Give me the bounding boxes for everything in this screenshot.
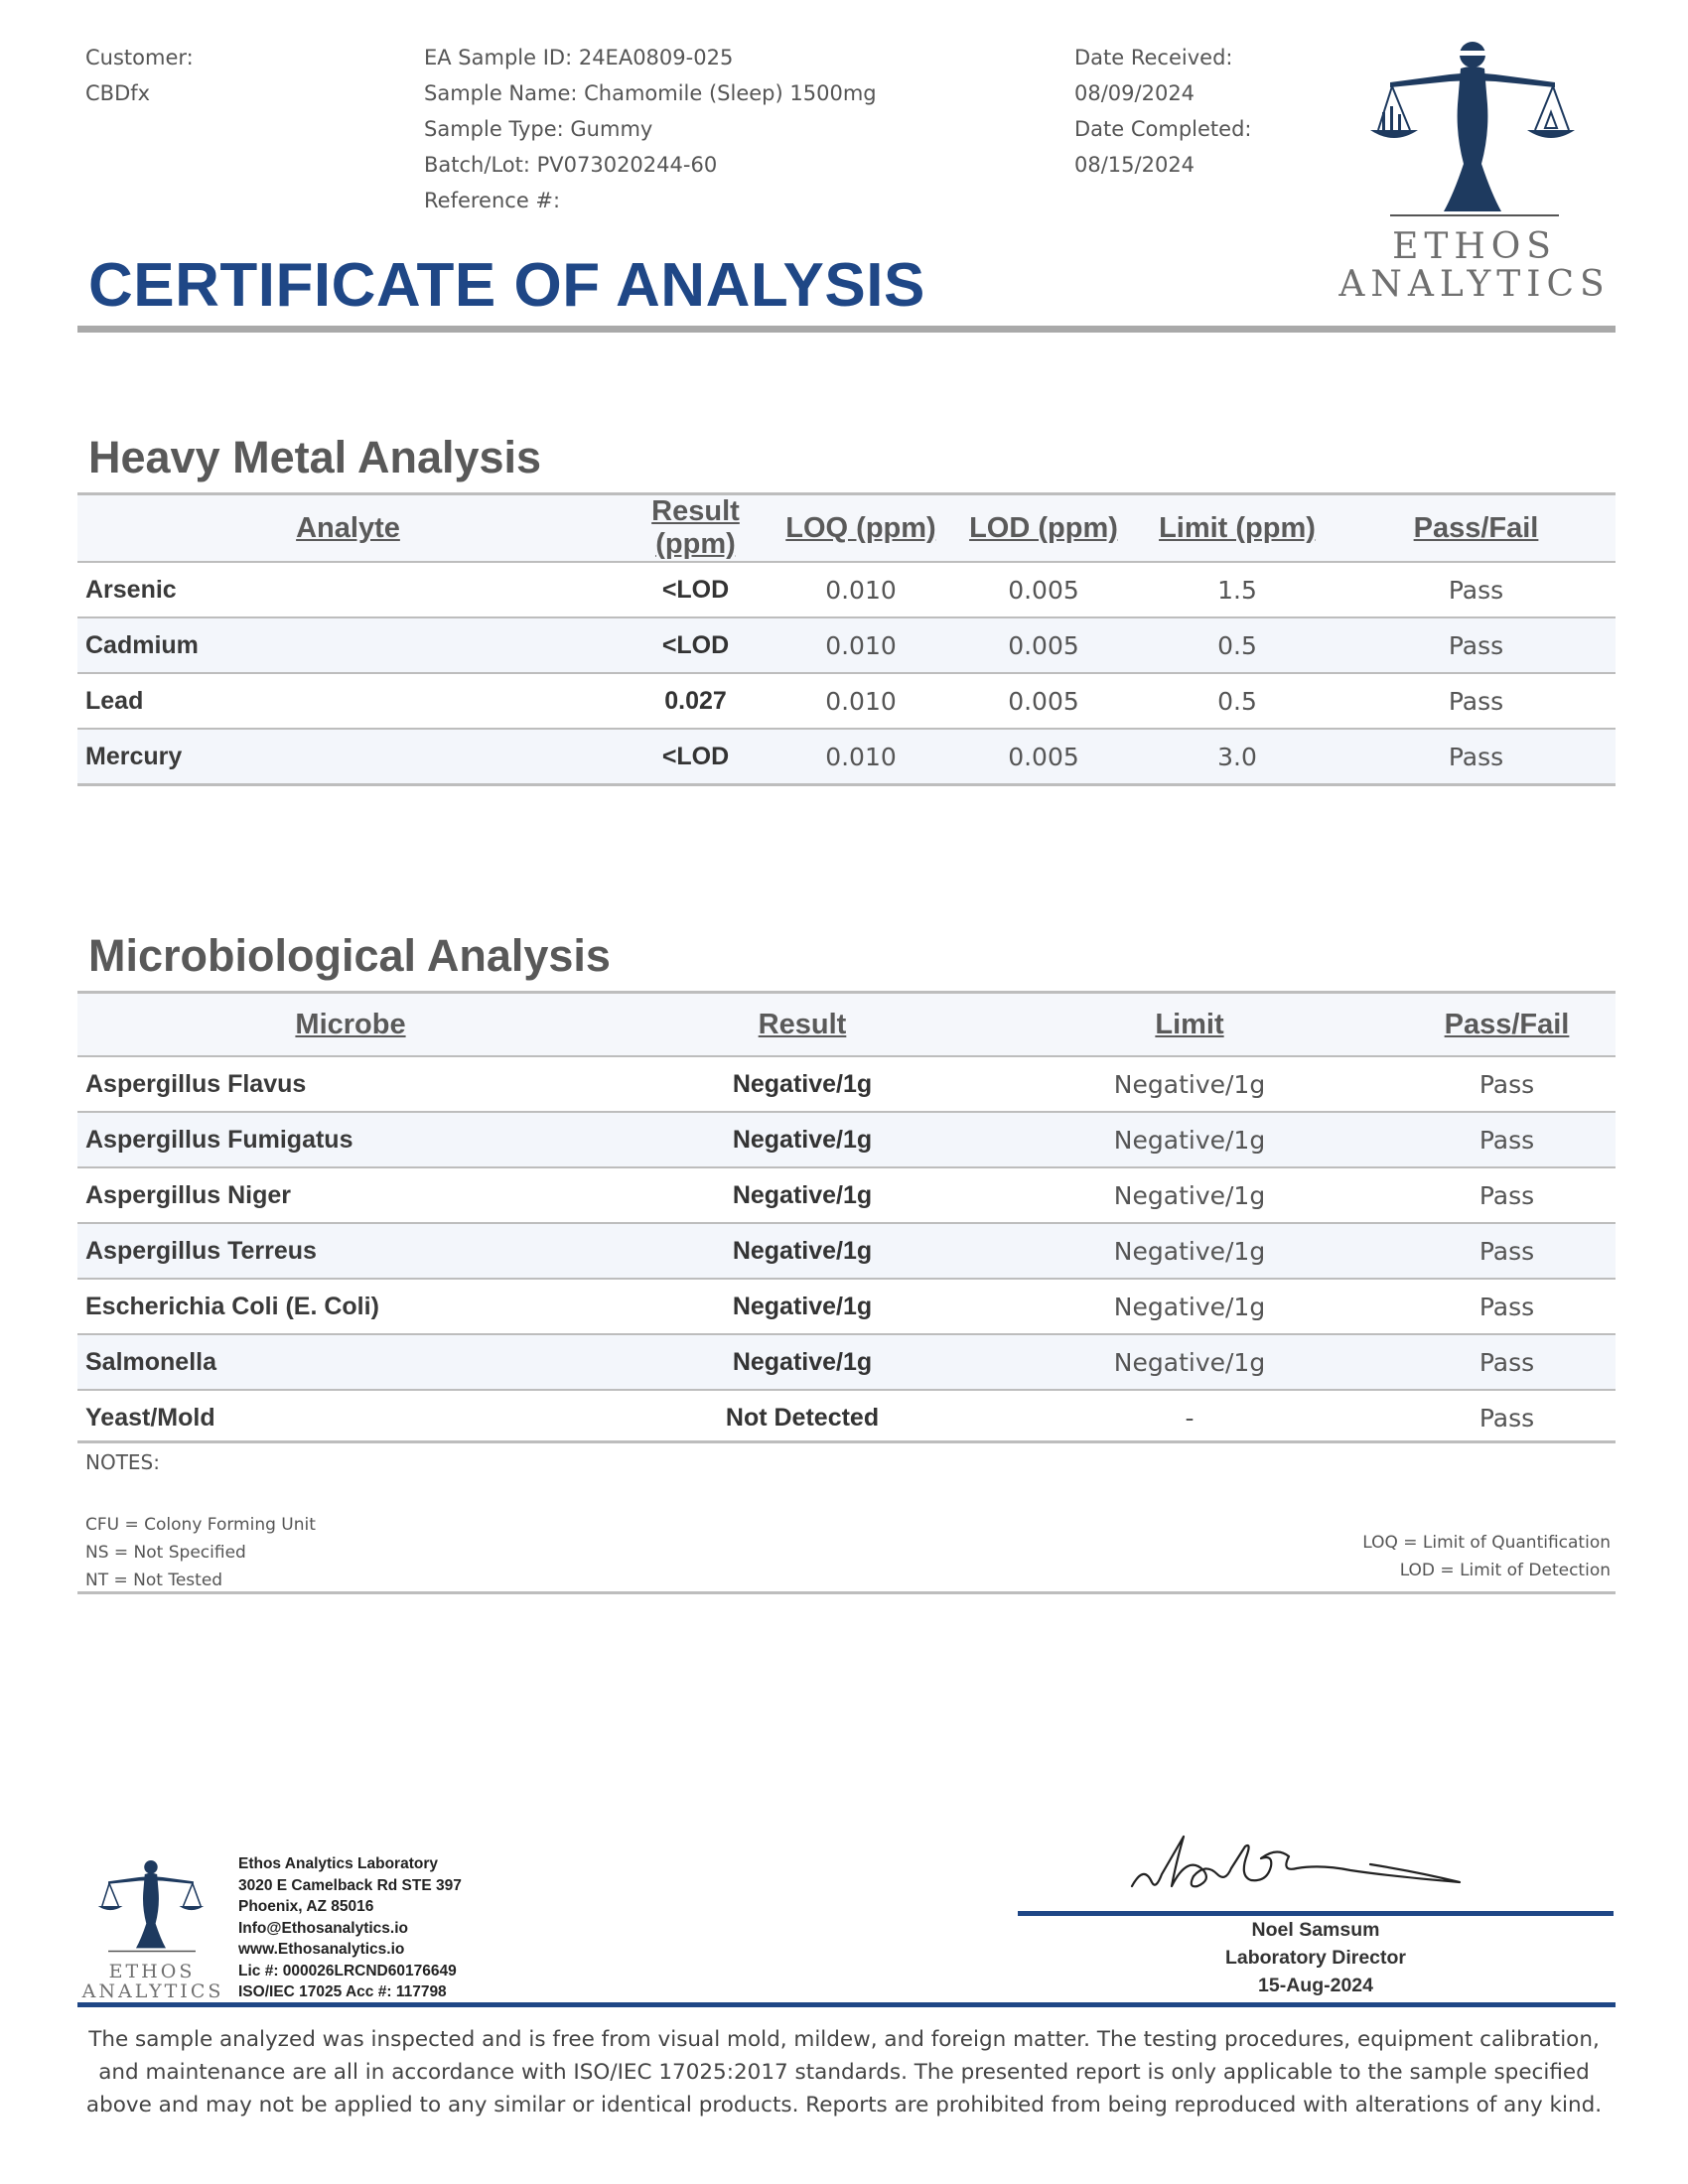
table-row	[77, 1334, 1616, 1390]
lab-email: Info@Ethosanalytics.io	[238, 1919, 408, 1937]
limit-value: Negative/1g	[981, 1223, 1398, 1279]
reference: Reference #:	[424, 189, 561, 212]
customer-value: CBDfx	[85, 81, 151, 105]
col-analyte: Analyte	[77, 494, 619, 563]
col-result: Result	[624, 993, 981, 1057]
notes-label: NOTES:	[85, 1450, 160, 1474]
justice-statue-icon	[1331, 35, 1618, 223]
table-header-row	[77, 993, 1616, 1057]
lab-name: Ethos Analytics Laboratory	[238, 1855, 438, 1872]
footer-logo-line2: ANALYTICS	[81, 1980, 224, 2002]
customer-label: Customer:	[85, 46, 194, 69]
dates-block	[1074, 40, 1251, 183]
status-value: Pass	[1398, 1112, 1616, 1167]
lab-license: Lic #: 000026LRCND60176649	[238, 1962, 457, 1979]
result-value: Negative/1g	[624, 1334, 981, 1390]
date-received-value: 08/09/2024	[1074, 81, 1196, 105]
signed-date: 15-Aug-2024	[1258, 1975, 1373, 1996]
status-value: Pass	[1398, 1167, 1616, 1223]
table-row	[77, 1112, 1616, 1167]
microbiology-table	[77, 991, 1616, 1444]
table-row	[77, 729, 1616, 785]
limit-value: -	[981, 1390, 1398, 1444]
status-value: Pass	[1336, 617, 1616, 673]
microbe-name: Yeast/Mold	[77, 1390, 624, 1444]
result-value: <LOD	[619, 729, 773, 785]
col-lod: LOD (ppm)	[949, 494, 1138, 563]
sample-id: EA Sample ID: 24EA0809-025	[424, 46, 734, 69]
status-value: Pass	[1398, 1334, 1616, 1390]
sample-name: Sample Name: Chamomile (Sleep) 1500mg	[424, 81, 877, 105]
limit-value: 0.5	[1138, 673, 1336, 729]
footer-logo	[77, 1848, 226, 2007]
sample-info-block	[424, 40, 877, 218]
date-completed-value: 08/15/2024	[1074, 153, 1196, 177]
result-value: <LOD	[619, 617, 773, 673]
table-header-row	[77, 494, 1616, 563]
result-value: Negative/1g	[624, 1056, 981, 1112]
result-value: Not Detected	[624, 1390, 981, 1444]
limit-value: Negative/1g	[981, 1279, 1398, 1334]
page-title: CERTIFICATE OF ANALYSIS	[88, 251, 925, 320]
note-ns: NS = Not Specified	[85, 1543, 246, 1563]
lab-address-2: Phoenix, AZ 85016	[238, 1898, 374, 1915]
ethos-logo	[1331, 35, 1618, 313]
loq-value: 0.010	[773, 562, 949, 617]
result-value: Negative/1g	[624, 1223, 981, 1279]
analyte-name: Arsenic	[77, 562, 619, 617]
table-row	[77, 1390, 1616, 1444]
col-limit: Limit (ppm)	[1138, 494, 1336, 563]
table-row	[77, 1223, 1616, 1279]
microbe-name: Escherichia Coli (E. Coli)	[77, 1279, 624, 1334]
footer-logo-line1: ETHOS	[108, 1961, 196, 1982]
signer-name: Noel Samsum	[1251, 1919, 1380, 1941]
signer-title: Laboratory Director	[1224, 1947, 1407, 1969]
table-row	[77, 1167, 1616, 1223]
col-loq: LOQ (ppm)	[773, 494, 949, 563]
lab-contact-block	[238, 1853, 462, 2003]
notes-right	[1291, 1529, 1611, 1584]
signature-image	[1122, 1825, 1479, 1904]
signer-block	[1018, 1916, 1614, 1999]
notes-left	[85, 1511, 316, 1594]
analyte-name: Lead	[77, 673, 619, 729]
status-value: Pass	[1336, 673, 1616, 729]
table-row	[77, 673, 1616, 729]
notes-top-divider	[77, 1440, 1616, 1443]
logo-wordmark-line1: ETHOS	[1392, 226, 1557, 267]
result-value: Negative/1g	[624, 1112, 981, 1167]
microbe-name: Aspergillus Flavus	[77, 1056, 624, 1112]
table-row	[77, 1279, 1616, 1334]
table-row	[77, 562, 1616, 617]
loq-value: 0.010	[773, 673, 949, 729]
result-value: 0.027	[619, 673, 773, 729]
microbe-name: Aspergillus Terreus	[77, 1223, 624, 1279]
heavy-metal-section-title: Heavy Metal Analysis	[88, 432, 542, 482]
analyte-name: Cadmium	[77, 617, 619, 673]
result-value: Negative/1g	[624, 1167, 981, 1223]
footer-divider	[77, 2002, 1616, 2007]
status-value: Pass	[1398, 1279, 1616, 1334]
col-pass-fail: Pass/Fail	[1398, 993, 1616, 1057]
microbe-name: Aspergillus Fumigatus	[77, 1112, 624, 1167]
limit-value: Negative/1g	[981, 1112, 1398, 1167]
lod-value: 0.005	[949, 729, 1138, 785]
lab-address-1: 3020 E Camelback Rd STE 397	[238, 1876, 462, 1894]
limit-value: Negative/1g	[981, 1056, 1398, 1112]
analyte-name: Mercury	[77, 729, 619, 785]
heavy-metal-table	[77, 492, 1616, 786]
col-limit: Limit	[981, 993, 1398, 1057]
status-value: Pass	[1398, 1223, 1616, 1279]
col-pass-fail: Pass/Fail	[1336, 494, 1616, 563]
lab-iso: ISO/IEC 17025 Acc #: 117798	[238, 1983, 447, 2000]
limit-value: 1.5	[1138, 562, 1336, 617]
notes-bottom-divider	[77, 1591, 1616, 1594]
lab-website: www.Ethosanalytics.io	[238, 1941, 405, 1958]
col-microbe: Microbe	[77, 993, 624, 1057]
note-nt: NT = Not Tested	[85, 1570, 223, 1590]
sample-type: Sample Type: Gummy	[424, 117, 653, 141]
lod-value: 0.005	[949, 673, 1138, 729]
date-received-label: Date Received:	[1074, 46, 1233, 69]
table-row	[77, 1056, 1616, 1112]
justice-statue-icon	[77, 1848, 226, 1963]
loq-value: 0.010	[773, 729, 949, 785]
col-result: Result (ppm)	[619, 494, 773, 563]
date-completed-label: Date Completed:	[1074, 117, 1252, 141]
title-divider	[77, 326, 1616, 333]
limit-value: 0.5	[1138, 617, 1336, 673]
status-value: Pass	[1398, 1056, 1616, 1112]
table-row	[77, 617, 1616, 673]
microbe-name: Aspergillus Niger	[77, 1167, 624, 1223]
limit-value: Negative/1g	[981, 1167, 1398, 1223]
status-value: Pass	[1336, 562, 1616, 617]
loq-value: 0.010	[773, 617, 949, 673]
note-loq: LOQ = Limit of Quantification	[1362, 1533, 1611, 1553]
limit-value: 3.0	[1138, 729, 1336, 785]
microbe-name: Salmonella	[77, 1334, 624, 1390]
note-lod: LOD = Limit of Detection	[1399, 1561, 1611, 1580]
result-value: Negative/1g	[624, 1279, 981, 1334]
lod-value: 0.005	[949, 617, 1138, 673]
batch-lot: Batch/Lot: PV073020244-60	[424, 153, 718, 177]
result-value: <LOD	[619, 562, 773, 617]
status-value: Pass	[1336, 729, 1616, 785]
microbiology-section-title: Microbiological Analysis	[88, 930, 611, 981]
status-value: Pass	[1398, 1390, 1616, 1444]
lod-value: 0.005	[949, 562, 1138, 617]
note-cfu: CFU = Colony Forming Unit	[85, 1515, 316, 1535]
customer-block	[85, 40, 194, 111]
disclaimer-text: The sample analyzed was inspected and is free from visual mold, mildew, and foreign matter. The testing procedures, equipment calibration, and maintenance are all in accordance with ISO/IEC 17025:2017 standards. The presented report is only applicable to the sample specified above and may not be applied to any similar or identical products. Reports are prohibited from being reproduced with alterations of any kind.	[85, 2027, 1603, 2117]
limit-value: Negative/1g	[981, 1334, 1398, 1390]
logo-wordmark-line2: ANALYTICS	[1338, 264, 1611, 305]
